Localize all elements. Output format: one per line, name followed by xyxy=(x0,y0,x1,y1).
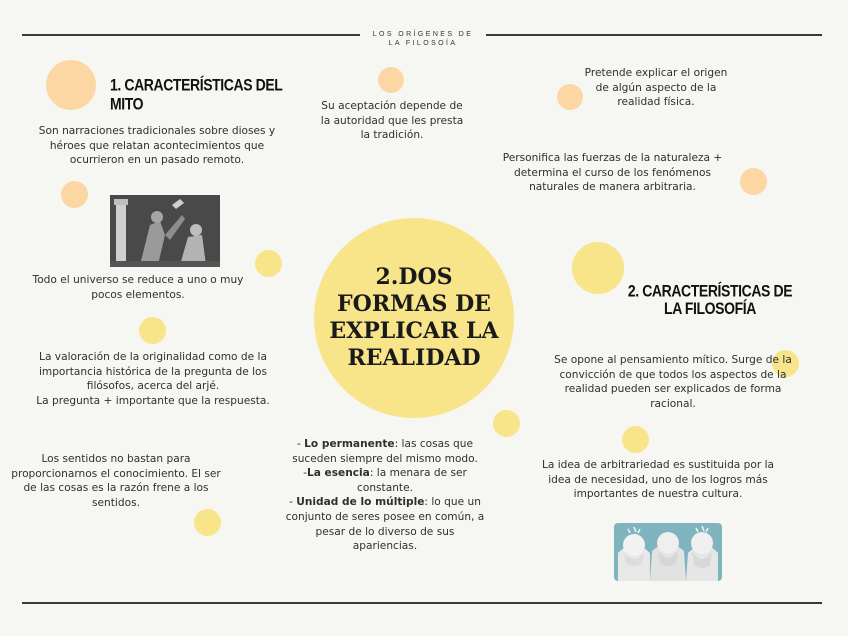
concept-unidad-text: : lo que un conjunto de seres posee en común, a pesar de lo diverso de sus apariencias. xyxy=(285,496,485,553)
decor-circle xyxy=(622,426,649,453)
filosofia-text-2 xyxy=(22,350,284,408)
filosofia-text-4: Se opone al pensamiento mítico. Surge de la convicción de que todos los aspectos de la realidad pueden ser explicados de forma racional. xyxy=(554,354,792,410)
mito-heading: 1. CARACTERÍSTICAS DEL MITO xyxy=(110,75,283,113)
decor-circle xyxy=(61,181,88,208)
mito-text-2: Su aceptación depende de la autoridad que les presta la tradición. xyxy=(320,100,464,142)
decor-circle xyxy=(493,410,520,437)
concept-esencia-label: La esencia xyxy=(306,467,370,480)
philosophy-concepts-list xyxy=(282,437,488,554)
top-title-line2: LA FILOSOÍA xyxy=(388,40,458,47)
filosofia-text-2b: La pregunta + importante que la respuesta. xyxy=(36,394,270,407)
decor-circle xyxy=(378,67,404,93)
mito-text-1: Son narraciones tradicionales sobre dioses y héroes que relatan acontecimientos que ocurrieron en un pasado remoto. xyxy=(38,125,276,167)
decor-circle xyxy=(139,317,166,344)
decor-circle xyxy=(46,60,96,110)
decor-circle xyxy=(572,242,624,294)
center-circle xyxy=(314,218,514,418)
mito-text-4: Personifica las fuerzas de la naturaleza + determina el curso de los fenómenos naturales de manera arbitraria. xyxy=(502,152,723,194)
filosofia-text-5: La idea de arbitrariedad es sustituida por la idea de necesidad, uno de los logros más importantes de nuestra cultura. xyxy=(541,459,775,501)
decor-circle xyxy=(740,168,767,195)
concept-permanente-text: : las cosas que suceden siempre del mismo modo. xyxy=(292,438,478,465)
top-title xyxy=(360,30,486,48)
philosophers-image xyxy=(614,523,722,581)
filosofia-text-2a: La valoración de la originalidad como de la importancia histórica de la pregunta de los filósofos, acerca del arjé. xyxy=(38,351,268,393)
filosofia-heading xyxy=(620,282,800,317)
concept-unidad-label: Unidad de lo múltiple xyxy=(296,496,425,509)
decor-circle xyxy=(255,250,282,277)
bottom-rule xyxy=(22,602,822,604)
concept-permanente: - Lo permanente: las cosas que suceden siempre del mismo modo. xyxy=(292,438,478,465)
decor-circle xyxy=(557,84,583,110)
center-title: 2.DOS FORMAS DE EXPLICAR LA REALIDAD xyxy=(329,264,499,371)
concept-esencia-text: : la menara de ser constante. xyxy=(357,467,467,494)
concept-unidad: - Unidad de lo múltiple: lo que un conjunto de seres posee en común, a pesar de lo diverso de sus apariencias. xyxy=(285,496,485,553)
decor-circle xyxy=(194,509,221,536)
top-title-line1: LOS ORÍGENES DE xyxy=(372,31,474,38)
mito-text-3: Pretende explicar el origen de algún aspecto de la realidad física. xyxy=(584,67,728,109)
filosofia-text-1: Todo el universo se reduce a uno o muy pocos elementos. xyxy=(32,274,244,301)
myth-painting-image xyxy=(110,195,220,267)
filosofia-text-3: Los sentidos no bastan para proporcionarnos el conocimiento. El ser de las cosas es la razón frene a los sentidos. xyxy=(11,453,221,509)
concept-esencia: -La esencia: la menara de ser constante. xyxy=(303,467,467,494)
filosofia-heading-text: 2. CARACTERÍSTICAS DE LA FILOSOFÍA xyxy=(627,281,793,318)
concept-permanente-label: Lo permanente xyxy=(304,438,395,450)
